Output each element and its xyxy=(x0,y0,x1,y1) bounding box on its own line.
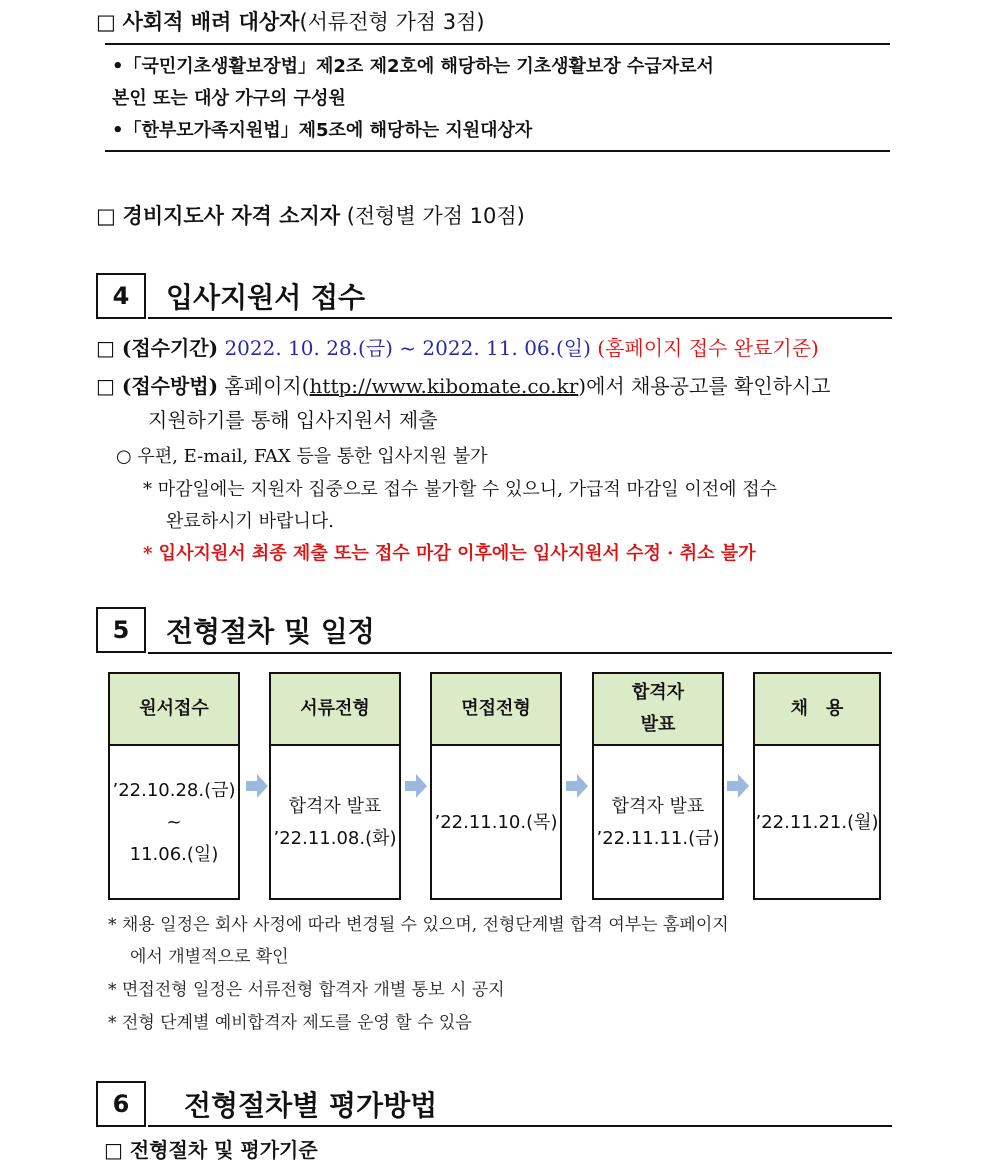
period-value: 2022. 10. 28.(금) ~ 2022. 11. 06.(일) xyxy=(224,336,591,360)
step-date: ’22.11.10.(목) xyxy=(434,812,558,833)
step-title: 서류전형 xyxy=(300,698,370,719)
arrow-right-icon xyxy=(727,774,749,798)
section-title: 전형절차 및 일정 xyxy=(166,615,375,648)
arrow-right-icon xyxy=(246,774,268,798)
step-date: ’22.10.28.(금) xyxy=(112,780,236,801)
step-body xyxy=(432,746,560,900)
step-body xyxy=(594,746,722,900)
step-box-announcement xyxy=(592,672,724,900)
method-row xyxy=(96,370,831,399)
step-title: 원서접수 xyxy=(139,698,209,719)
note-2-warning: * 입사지원서 최종 제출 또는 접수 마감 이후에는 입사지원서 수정 · 취소 불가 xyxy=(143,543,756,564)
guard-heading xyxy=(96,200,525,230)
step-head xyxy=(110,674,238,746)
step-date: ’22.11.11.(금) xyxy=(596,828,720,849)
step-box-interview xyxy=(430,672,562,900)
step-desc: 합격자 발표 xyxy=(611,796,705,817)
divider xyxy=(105,43,890,45)
step-box-application xyxy=(108,672,240,900)
guard-bonus: (전형별 가점 10점) xyxy=(346,204,525,228)
social-bullet-1-cont: 본인 또는 대상 가구의 구성원 xyxy=(112,88,346,109)
step-date: ’22.11.08.(화) xyxy=(273,828,397,849)
step-head xyxy=(271,674,399,746)
circle-item: ○ 우편, E-mail, FAX 등을 통한 입사지원 불가 xyxy=(116,446,488,467)
step-box-hiring xyxy=(753,672,881,900)
method-prefix: 홈페이지( xyxy=(224,374,310,398)
step-title: 면접전형 xyxy=(461,698,531,719)
social-bonus: (서류전형 가점 3점) xyxy=(299,10,485,34)
schedule-note-1-cont: 에서 개별적으로 확인 xyxy=(130,947,289,967)
section-title: 입사지원서 접수 xyxy=(166,281,366,314)
section-number: 4 xyxy=(96,273,146,319)
social-title: 사회적 배려 대상자 xyxy=(122,10,300,34)
note-1: * 마감일에는 지원자 집중으로 접수 불가할 수 있으니, 가급적 마감일 이전에 접수 xyxy=(143,479,778,500)
step-head xyxy=(755,674,879,746)
divider xyxy=(105,150,890,152)
step-box-document xyxy=(269,672,401,900)
schedule-note-3: * 전형 단계별 예비합격자 제도를 운영 할 수 있음 xyxy=(108,1013,472,1033)
section-underline xyxy=(148,317,892,319)
note-1-cont: 완료하시기 바랍니다. xyxy=(166,511,334,532)
criteria-subheading: □ 전형절차 및 평가기준 xyxy=(104,1138,318,1162)
step-tilde: ~ xyxy=(166,812,182,833)
step-body xyxy=(271,746,399,900)
social-bullet-2: •「한부모가족지원법」제5조에 해당하는 지원대상자 xyxy=(112,120,533,141)
step-title-2: 발표 xyxy=(640,714,676,735)
method-label: □ (접수방법) xyxy=(96,374,219,398)
section-title: 전형절차별 평가방법 xyxy=(184,1089,438,1122)
section-underline xyxy=(148,652,892,654)
step-head xyxy=(594,674,722,746)
step-body xyxy=(110,746,238,900)
social-bullet-1: •「국민기초생활보장법」제2조 제2호에 해당하는 기초생활보장 수급자로서 xyxy=(112,56,714,77)
schedule-note-2: * 면접전형 일정은 서류전형 합격자 개별 통보 시 공지 xyxy=(108,980,505,1000)
step-title: 채 용 xyxy=(790,698,844,719)
checkbox-icon: □ xyxy=(96,204,116,228)
step-head xyxy=(432,674,560,746)
arrow-right-icon xyxy=(405,774,427,798)
section-underline xyxy=(148,1125,892,1127)
step-date-end: 11.06.(일) xyxy=(129,844,219,865)
period-row xyxy=(96,332,819,361)
step-desc: 합격자 발표 xyxy=(288,796,382,817)
step-date: ’22.11.21.(월) xyxy=(755,812,879,833)
period-label: □ (접수기간) xyxy=(96,336,219,360)
method-line-2: 지원하기를 통해 입사지원서 제출 xyxy=(148,408,438,432)
schedule-note-1: * 채용 일정은 회사 사정에 따라 변경될 수 있으며, 전형단계별 합격 여부는 홈페이지 xyxy=(108,915,729,935)
checkbox-icon: □ xyxy=(96,10,116,34)
section-number: 5 xyxy=(96,607,146,653)
period-note: (홈페이지 접수 완료기준) xyxy=(597,336,819,360)
guard-title: 경비지도사 자격 소지자 xyxy=(122,204,341,228)
arrow-right-icon xyxy=(566,774,588,798)
method-suffix: )에서 채용공고를 확인하시고 xyxy=(578,374,831,398)
section-number: 6 xyxy=(96,1081,146,1127)
homepage-link[interactable]: http://www.kibomate.co.kr xyxy=(309,374,579,398)
step-body xyxy=(755,746,879,900)
social-heading xyxy=(96,6,485,36)
step-title: 합격자 xyxy=(631,682,685,703)
